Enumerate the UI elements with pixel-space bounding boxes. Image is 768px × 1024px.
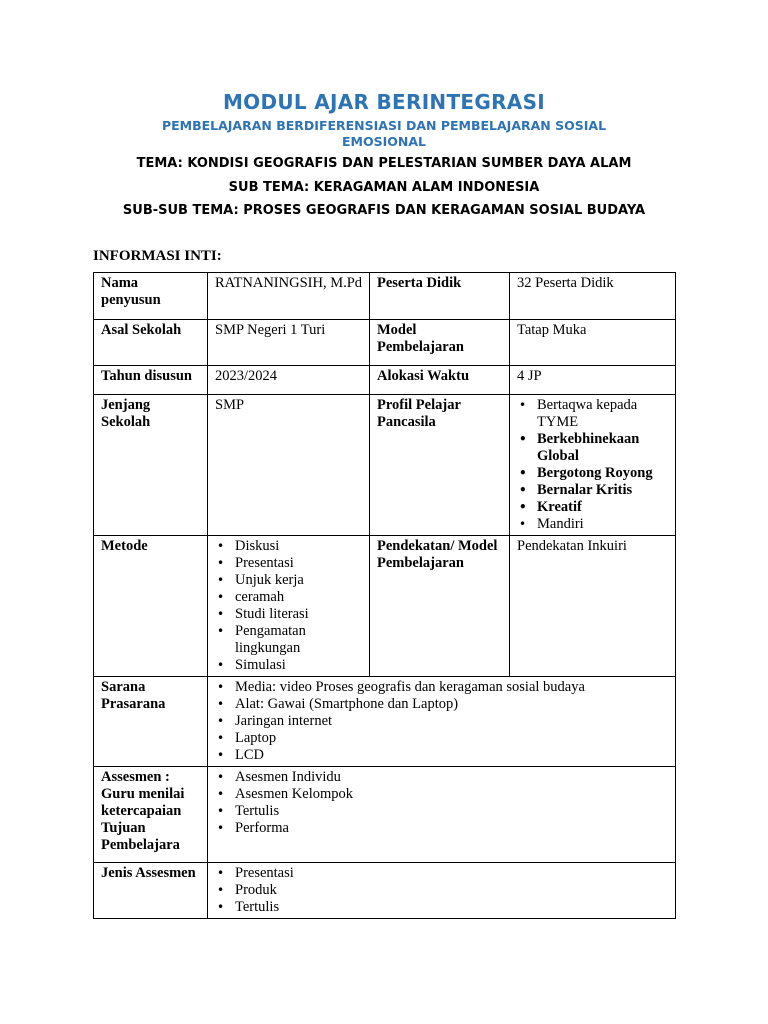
list-item: • Laptop xyxy=(235,730,669,747)
alokasi-waktu-value: 4 JP xyxy=(510,366,676,395)
list-item: • Performa xyxy=(235,820,669,837)
table-row xyxy=(94,366,676,395)
table-row xyxy=(94,536,676,677)
list-item: • Asesmen Kelompok xyxy=(235,786,669,803)
asal-sekolah-label: Asal Sekolah xyxy=(94,320,208,366)
tema-line: TEMA: KONDISI GEOGRAFIS DAN PELESTARIAN SUMBER DAYA ALAM xyxy=(136,156,632,171)
list-item: • Kreatif xyxy=(537,499,669,516)
table-row xyxy=(94,273,676,320)
metode-label: Metode xyxy=(94,536,208,677)
model-pembelajaran-value: Tatap Muka xyxy=(510,320,676,366)
table-row xyxy=(94,767,676,863)
pendekatan-value: Pendekatan Inkuiri xyxy=(510,536,676,677)
list-item: • Alat: Gawai (Smartphone dan Laptop) xyxy=(235,696,669,713)
sarana-prasarana-list xyxy=(215,679,669,764)
list-item: • Produk xyxy=(235,882,669,899)
table-row xyxy=(94,395,676,536)
jenis-assesmen-cell xyxy=(208,863,676,919)
profil-pelajar-list xyxy=(517,397,669,533)
assesmen-list xyxy=(215,769,669,837)
table-row xyxy=(94,320,676,366)
tahun-disusun-value: 2023/2024 xyxy=(208,366,370,395)
alokasi-waktu-label: Alokasi Waktu xyxy=(370,366,510,395)
list-item: • Tertulis xyxy=(235,899,669,916)
document-title: MODUL AJAR BERINTEGRASI xyxy=(222,90,546,114)
jenjang-sekolah-label: Jenjang Sekolah xyxy=(94,395,208,536)
document-subtitle: PEMBELAJARAN BERDIFERENSIASI DAN PEMBELAJARAN SOSIAL EMOSIONAL xyxy=(161,118,607,149)
profil-pelajar-cell xyxy=(510,395,676,536)
list-item: • Presentasi xyxy=(235,555,363,572)
sarana-prasarana-label: Sarana Prasarana xyxy=(94,677,208,767)
jenis-assesmen-label: Jenis Assesmen xyxy=(94,863,208,919)
pendekatan-label: Pendekatan/ Model Pembelajaran xyxy=(370,536,510,677)
list-item: • Jaringan internet xyxy=(235,713,669,730)
tahun-disusun-label: Tahun disusun xyxy=(94,366,208,395)
table-row xyxy=(94,677,676,767)
sub-tema-line: SUB TEMA: KERAGAMAN ALAM INDONESIA xyxy=(228,180,540,195)
metode-list xyxy=(215,538,363,674)
table-row xyxy=(94,863,676,919)
assesmen-cell xyxy=(208,767,676,863)
list-item: • Asesmen Individu xyxy=(235,769,669,786)
list-item: • LCD xyxy=(235,747,669,764)
model-pembelajaran-label: Model Pembelajaran xyxy=(370,320,510,366)
sarana-prasarana-cell xyxy=(208,677,676,767)
assesmen-label: Assesmen : Guru menilai ketercapaian Tujuan Pembelajara xyxy=(94,767,208,863)
list-item: • Berkebhinekaan Global xyxy=(537,431,669,465)
peserta-didik-label: Peserta Didik xyxy=(370,273,510,320)
jenis-assesmen-list xyxy=(215,865,669,916)
list-item: • Mandiri xyxy=(537,516,669,533)
list-item: • Diskusi xyxy=(235,538,363,555)
asal-sekolah-value: SMP Negeri 1 Turi xyxy=(208,320,370,366)
list-item: • Unjuk kerja xyxy=(235,572,363,589)
informasi-inti-table xyxy=(93,272,676,919)
jenjang-sekolah-value: SMP xyxy=(208,395,370,536)
nama-penyusun-label: Nama penyusun xyxy=(94,273,208,320)
peserta-didik-value: 32 Peserta Didik xyxy=(510,273,676,320)
informasi-inti-label: INFORMASI INTI: xyxy=(93,248,222,264)
list-item: • ceramah xyxy=(235,589,363,606)
list-item: • Simulasi xyxy=(235,657,363,674)
list-item: • Studi literasi xyxy=(235,606,363,623)
nama-penyusun-value: RATNANINGSIH, M.Pd xyxy=(208,273,370,320)
list-item: • Media: video Proses geografis dan keragaman sosial budaya xyxy=(235,679,669,696)
list-item: • Bergotong Royong xyxy=(537,465,669,482)
metode-cell xyxy=(208,536,370,677)
profil-pelajar-label: Profil Pelajar Pancasila xyxy=(370,395,510,536)
list-item: • Presentasi xyxy=(235,865,669,882)
list-item: • Pengamatan lingkungan xyxy=(235,623,363,657)
list-item: • Bernalar Kritis xyxy=(537,482,669,499)
sub-sub-tema-line: SUB-SUB TEMA: PROSES GEOGRAFIS DAN KERAGAMAN SOSIAL BUDAYA xyxy=(122,203,646,218)
list-item: • Bertaqwa kepada TYME xyxy=(537,397,669,431)
list-item: • Tertulis xyxy=(235,803,669,820)
